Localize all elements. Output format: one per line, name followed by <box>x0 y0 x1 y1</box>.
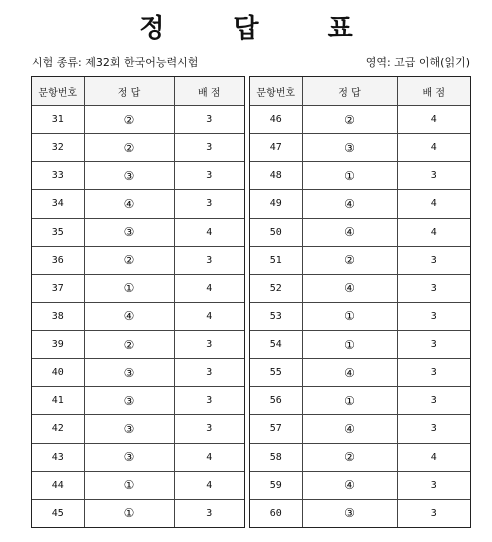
points-cell: 4 <box>397 190 470 218</box>
points-cell: 4 <box>397 134 470 162</box>
question-number-cell: 49 <box>250 190 302 218</box>
table-header-row <box>32 77 244 106</box>
points-cell: 3 <box>174 106 244 134</box>
answer-cell: ④ <box>302 359 397 387</box>
table-row <box>32 274 244 302</box>
table-row <box>250 302 470 330</box>
answer-cell: ② <box>84 134 174 162</box>
table-row <box>250 218 470 246</box>
points-cell: 3 <box>397 246 470 274</box>
answer-cell: ④ <box>302 274 397 302</box>
answer-cell: ① <box>84 274 174 302</box>
points-cell: 3 <box>174 190 244 218</box>
table-row <box>250 499 470 527</box>
points-cell: 3 <box>174 134 244 162</box>
answer-cell: ① <box>302 162 397 190</box>
table-row <box>250 415 470 443</box>
answer-table-left <box>31 76 245 528</box>
table-row <box>250 471 470 499</box>
answer-cell: ① <box>84 499 174 527</box>
question-number-cell: 50 <box>250 218 302 246</box>
answer-cell: ② <box>302 106 397 134</box>
table-row <box>32 331 244 359</box>
question-number-cell: 40 <box>32 359 84 387</box>
table-row <box>250 246 470 274</box>
points-cell: 3 <box>397 471 470 499</box>
points-cell: 3 <box>174 415 244 443</box>
answer-cell: ④ <box>84 302 174 330</box>
question-number-cell: 46 <box>250 106 302 134</box>
question-number-cell: 57 <box>250 415 302 443</box>
question-number-cell: 52 <box>250 274 302 302</box>
points-cell: 3 <box>397 302 470 330</box>
points-cell: 4 <box>174 471 244 499</box>
header-answer: 정 답 <box>84 77 174 106</box>
question-number-cell: 54 <box>250 331 302 359</box>
answer-cell: ③ <box>84 415 174 443</box>
answer-cell: ② <box>302 443 397 471</box>
points-cell: 3 <box>174 246 244 274</box>
answer-cell: ② <box>84 106 174 134</box>
answer-cell: ② <box>84 246 174 274</box>
table-row <box>32 134 244 162</box>
question-number-cell: 55 <box>250 359 302 387</box>
table-header-row <box>250 77 470 106</box>
points-cell: 3 <box>397 359 470 387</box>
answer-cell: ③ <box>302 499 397 527</box>
points-cell: 3 <box>174 331 244 359</box>
question-number-cell: 38 <box>32 302 84 330</box>
points-cell: 3 <box>174 499 244 527</box>
question-number-cell: 51 <box>250 246 302 274</box>
table-row <box>250 106 470 134</box>
question-number-cell: 41 <box>32 387 84 415</box>
table-row <box>32 246 244 274</box>
question-number-cell: 44 <box>32 471 84 499</box>
answer-cell: ③ <box>84 359 174 387</box>
table-row <box>250 359 470 387</box>
table-row <box>32 218 244 246</box>
question-number-cell: 31 <box>32 106 84 134</box>
table-row <box>250 274 470 302</box>
points-cell: 4 <box>397 106 470 134</box>
question-number-cell: 56 <box>250 387 302 415</box>
table-row <box>32 190 244 218</box>
table-row <box>250 162 470 190</box>
answer-rows-right <box>250 106 470 528</box>
points-cell: 3 <box>397 499 470 527</box>
question-number-cell: 53 <box>250 302 302 330</box>
table-row <box>250 331 470 359</box>
header-question-number: 문항번호 <box>250 77 302 106</box>
points-cell: 4 <box>397 443 470 471</box>
question-number-cell: 39 <box>32 331 84 359</box>
points-cell: 4 <box>397 218 470 246</box>
table-row <box>250 387 470 415</box>
answer-cell: ① <box>302 387 397 415</box>
points-cell: 4 <box>174 443 244 471</box>
table-row <box>32 359 244 387</box>
answer-cell: ④ <box>302 471 397 499</box>
question-number-cell: 48 <box>250 162 302 190</box>
table-row <box>32 471 244 499</box>
table-row <box>250 134 470 162</box>
question-number-cell: 58 <box>250 443 302 471</box>
table-row <box>32 499 244 527</box>
exam-area-label: 영역: 고급 이해(읽기) <box>365 56 470 69</box>
table-row <box>32 443 244 471</box>
table-row <box>32 162 244 190</box>
question-number-cell: 34 <box>32 190 84 218</box>
points-cell: 3 <box>397 274 470 302</box>
page-title: 정 답 표 <box>139 14 383 44</box>
header-points: 배 점 <box>397 77 470 106</box>
answer-grid <box>31 76 469 528</box>
points-cell: 3 <box>174 162 244 190</box>
question-number-cell: 37 <box>32 274 84 302</box>
table-row <box>32 106 244 134</box>
answer-cell: ① <box>84 471 174 499</box>
question-number-cell: 43 <box>32 443 84 471</box>
table-row <box>250 190 470 218</box>
exam-type-label: 시험 종류: 제32회 한국어능력시험 <box>32 56 199 69</box>
table-row <box>32 302 244 330</box>
question-number-cell: 42 <box>32 415 84 443</box>
points-cell: 4 <box>174 218 244 246</box>
header-question-number: 문항번호 <box>32 77 84 106</box>
table-row <box>32 415 244 443</box>
answer-table-right <box>249 76 471 528</box>
answer-cell: ④ <box>302 218 397 246</box>
answer-cell: ② <box>84 331 174 359</box>
answer-cell: ② <box>302 246 397 274</box>
answer-cell: ③ <box>84 218 174 246</box>
header-points: 배 점 <box>174 77 244 106</box>
answer-cell: ③ <box>84 162 174 190</box>
points-cell: 4 <box>174 302 244 330</box>
question-number-cell: 60 <box>250 499 302 527</box>
answer-cell: ④ <box>84 190 174 218</box>
question-number-cell: 32 <box>32 134 84 162</box>
question-number-cell: 36 <box>32 246 84 274</box>
points-cell: 3 <box>174 387 244 415</box>
answer-cell: ③ <box>302 134 397 162</box>
answer-cell: ③ <box>84 443 174 471</box>
points-cell: 3 <box>397 387 470 415</box>
answer-cell: ③ <box>84 387 174 415</box>
points-cell: 3 <box>397 331 470 359</box>
question-number-cell: 47 <box>250 134 302 162</box>
answer-cell: ④ <box>302 190 397 218</box>
question-number-cell: 59 <box>250 471 302 499</box>
answer-cell: ① <box>302 302 397 330</box>
points-cell: 3 <box>174 359 244 387</box>
table-row <box>32 387 244 415</box>
question-number-cell: 33 <box>32 162 84 190</box>
answer-rows-left <box>32 106 244 528</box>
points-cell: 3 <box>397 162 470 190</box>
points-cell: 4 <box>174 274 244 302</box>
answer-cell: ① <box>302 331 397 359</box>
points-cell: 3 <box>397 415 470 443</box>
table-row <box>250 443 470 471</box>
question-number-cell: 45 <box>32 499 84 527</box>
answer-cell: ④ <box>302 415 397 443</box>
header-answer: 정 답 <box>302 77 397 106</box>
question-number-cell: 35 <box>32 218 84 246</box>
